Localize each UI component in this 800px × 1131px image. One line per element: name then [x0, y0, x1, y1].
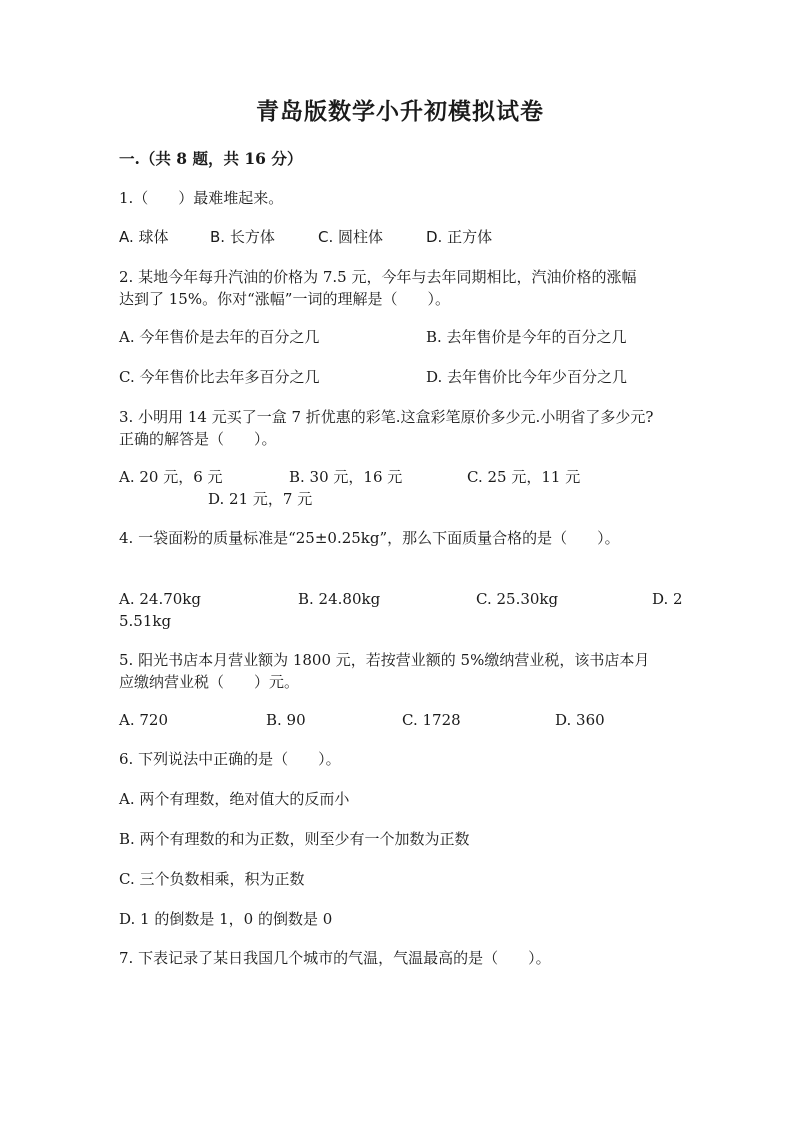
- question-1-option-c[interactable]: C. 圆柱体: [318, 228, 384, 246]
- question-5-option-a[interactable]: A. 720: [119, 711, 168, 729]
- question-5-option-d[interactable]: D. 360: [555, 711, 605, 729]
- question-5-stem-line-1: 5. 阳光书店本月营业额为 1800 元，若按营业额的 5%缴纳营业税，该书店本月: [119, 651, 650, 669]
- question-2-stem-line-2: 达到了 15%。你对“涨幅”一词的理解是（ ）。: [119, 290, 450, 308]
- question-4-option-b[interactable]: B. 24.80kg: [298, 590, 381, 608]
- question-5-option-b[interactable]: B. 90: [266, 711, 306, 729]
- question-1-option-b[interactable]: B. 长方体: [210, 228, 275, 246]
- question-5-option-c[interactable]: C. 1728: [402, 711, 461, 729]
- question-5-stem-line-2: 应缴纳营业税（ ）元。: [119, 673, 300, 691]
- question-6-option-a[interactable]: A. 两个有理数，绝对值大的反而小: [119, 790, 350, 808]
- question-4-option-c[interactable]: C. 25.30kg: [476, 590, 559, 608]
- question-7-stem: 7. 下表记录了某日我国几个城市的气温，气温最高的是（ ）。: [119, 949, 551, 967]
- question-2-stem-line-1: 2. 某地今年每升汽油的价格为 7.5 元，今年与去年同期相比，汽油价格的涨幅: [119, 268, 637, 286]
- question-6-option-b[interactable]: B. 两个有理数的和为正数，则至少有一个加数为正数: [119, 830, 470, 848]
- question-1-option-a[interactable]: A. 球体: [119, 228, 169, 246]
- page-title: 青岛版数学小升初模拟试卷: [256, 98, 544, 125]
- question-6-stem: 6. 下列说法中正确的是（ ）。: [119, 750, 341, 768]
- question-2-option-d[interactable]: D. 去年售价比今年少百分之几: [426, 368, 628, 386]
- question-3-stem-line-1: 3. 小明用 14 元买了一盒 7 折优惠的彩笔.这盒彩笔原价多少元.小明省了多少元?: [119, 408, 654, 426]
- question-2-option-c[interactable]: C. 今年售价比去年多百分之几: [119, 368, 320, 386]
- question-2-option-b[interactable]: B. 去年售价是今年的百分之几: [426, 328, 627, 346]
- question-4-option-a[interactable]: A. 24.70kg: [119, 590, 202, 608]
- section-heading: 一.（共 8 题，共 16 分）: [119, 149, 303, 168]
- question-6-option-d[interactable]: D. 1 的倒数是 1，0 的倒数是 0: [119, 910, 333, 928]
- question-3-option-a[interactable]: A. 20 元，6 元: [119, 468, 223, 486]
- question-1-option-d[interactable]: D. 正方体: [426, 228, 493, 246]
- question-3-option-b[interactable]: B. 30 元，16 元: [289, 468, 403, 486]
- question-4-stem: 4. 一袋面粉的质量标准是“25±0.25kg”，那么下面质量合格的是（ ）。: [119, 529, 620, 547]
- question-1-stem: 1.（ ）最难堆起来。: [119, 189, 284, 207]
- question-6-option-c[interactable]: C. 三个负数相乘，积为正数: [119, 870, 305, 888]
- question-3-option-d[interactable]: D. 21 元，7 元: [208, 490, 313, 508]
- question-4-option-d[interactable]: D. 2: [652, 590, 683, 608]
- question-3-stem-line-2: 正确的解答是（ ）。: [119, 430, 277, 448]
- question-3-option-c[interactable]: C. 25 元，11 元: [467, 468, 581, 486]
- question-2-option-a[interactable]: A. 今年售价是去年的百分之几: [119, 328, 320, 346]
- question-4-option-d-continued: 5.51kg: [119, 612, 172, 630]
